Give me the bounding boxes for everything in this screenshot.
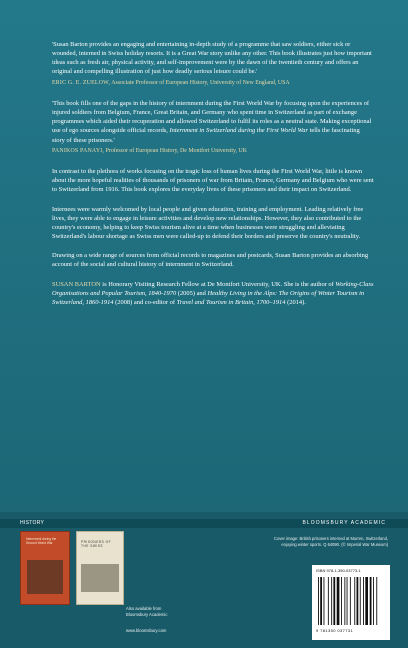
blurb-zuelow xyxy=(52,40,374,87)
blurb-attribution xyxy=(52,147,374,155)
related-book-title: Internment during the Second World War xyxy=(26,537,57,545)
blurb-author: PANIKOS PANAYI, xyxy=(52,147,105,154)
isbn-text: ISBN 978-1-350-03773-1 xyxy=(316,568,361,573)
related-book-title: PRISONERS OF THE SWISS xyxy=(81,540,112,548)
description-paragraph: Drawing on a wide range of sources from official records to magazines and postcards, Susan Barton provides an absorbing account of the social and cultural history of internment in Switzerland. xyxy=(52,252,369,269)
author-name: SUSAN BARTON xyxy=(52,280,101,288)
publisher-website[interactable]: www.bloomsbury.com xyxy=(126,628,167,633)
barcode-bars xyxy=(318,577,384,625)
related-book-photo xyxy=(27,560,63,594)
category-label: HISTORY xyxy=(20,520,45,526)
blurb-panayi xyxy=(52,99,374,155)
blurb-author: ERIC G. E. ZUELOW, xyxy=(52,79,111,86)
description-paragraph: In contrast to the plethora of works focusing on the tragic loss of human lives during the First World War, little is known about the more hopeful realities of thousands of prisoners of war from Britain, France, Germany and Belgium who were sent to Switzerland from 1916. This book explores the everyday lives of these prisoners and their impact on Switzerland. xyxy=(52,168,374,194)
bio-text: (2008) and co-editor of xyxy=(113,298,177,306)
bio-book-title: Travel and Tourism in Britain, 1700–1914 xyxy=(176,298,286,306)
also-available-line: Bloomsbury Academic xyxy=(126,611,168,617)
blurb-attribution xyxy=(52,79,374,87)
bio-text: is Honorary Visiting Research Fellow at De Montfort University, UK. She is the author of xyxy=(100,280,336,288)
cover-text xyxy=(52,40,374,317)
also-available xyxy=(126,606,167,617)
author-bio xyxy=(52,280,374,307)
blurb-quote-part: 'This book fills one of the gaps in the history of internment during the First World War by focusing upon the experiences of injured soldiers from Belgium, France, Great Britain, and Germany who spent time in Switzerland as part of exchange programmes which aided their recuperation and allowed Switzerland to fulfil its roles as a neutral state. Making exceptional use of ego sources alongside official records, xyxy=(52,100,372,135)
bio-book-title: Working-Class Organisations and Popular Tourism, 1840-1970 xyxy=(52,280,374,297)
related-book-photo xyxy=(81,564,119,592)
related-book-cover[interactable] xyxy=(76,531,124,605)
barcode xyxy=(312,565,390,640)
blurb-affiliation: Associate Professor of European History, University of New England, USA xyxy=(111,79,290,86)
related-book-cover[interactable] xyxy=(20,531,70,605)
cover-image-credit xyxy=(254,536,388,547)
bio-book-title: Healthy Living in the Alps: The Origins of Winter Tourism in Switzerland, 1860-1914 xyxy=(52,289,365,306)
blurb-affiliation: Professor of European History, De Montfort University, UK xyxy=(105,147,247,154)
bio-text: (2005) and xyxy=(176,289,208,297)
blurb-quote xyxy=(52,99,374,145)
description-paragraph: Internees were warmly welcomed by local people and given education, training and employment. Leading relatively free lives, they were able to engage in leisure activities and develop new relationships. However, they also contributed to the country's economy, helping to keep Swiss tourism alive at a time when businesses were struggling and alleviating Switzerland's labour shortage as Swiss men were called-up to defend their borders and preserve the country's neutrality. xyxy=(52,205,364,241)
barcode-digits: 9 781350 037731 xyxy=(316,628,354,633)
credit-line: enjoying winter sports. Q 64090. (© Imperial War Museum) xyxy=(281,541,388,547)
blurb-quote-part: tells the fascinating story of these prisoners.' xyxy=(52,127,360,144)
bio-text: (2014). xyxy=(285,298,306,306)
credit-line: Cover image: British prisoners interned at Murren, Switzerland, xyxy=(274,536,388,541)
blurb-quote: 'Susan Barton provides an engaging and entertaining in-depth study of a programme that saw soldiers, either sick or wounded, interned in Swiss holiday resorts. It is a Great War story unlike any other. This book illustrates just how important ideas such as fresh air, physical activity, and self-improvement were by the dawn of the twentieth century and offers an original and compelling illustration of just how deadly serious leisure could be.' xyxy=(52,41,372,76)
blurb-quote-book-title: Internment in Switzerland during the First World War xyxy=(169,127,308,135)
publisher-name: BLOOMSBURY ACADEMIC xyxy=(302,520,386,526)
also-available-line: Also available from xyxy=(126,606,162,611)
